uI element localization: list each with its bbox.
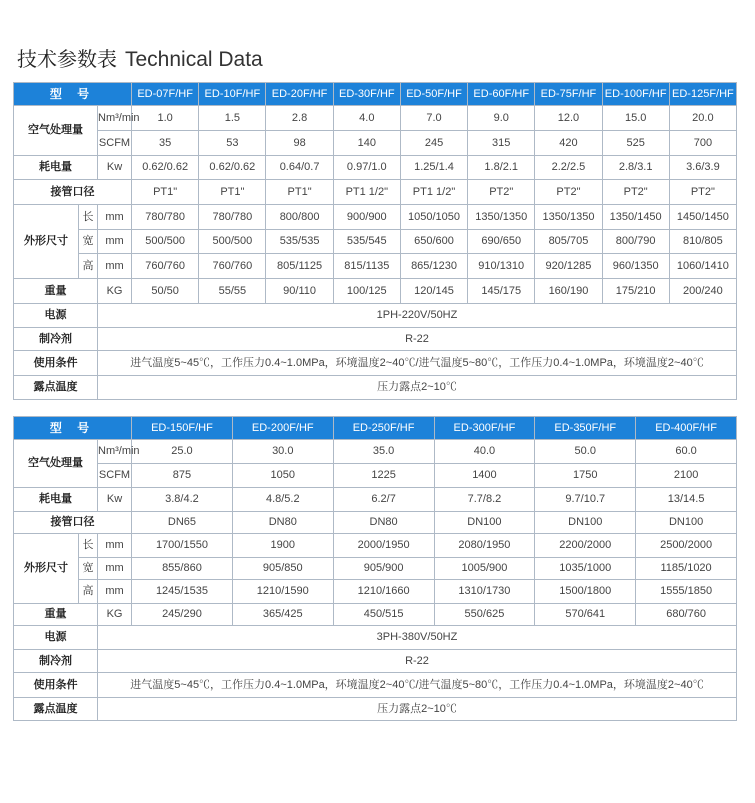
table-row <box>14 626 737 650</box>
nm3-value: 30.0 <box>232 440 333 464</box>
dew-point-label: 露点温度 <box>14 698 98 721</box>
length-label: 长 <box>79 205 98 230</box>
model-column-header: ED-60F/HF <box>468 83 535 106</box>
page-title <box>17 44 263 74</box>
width-value: 805/705 <box>535 230 602 254</box>
width-value: 1035/1000 <box>535 558 636 580</box>
width-value: 650/600 <box>400 230 467 254</box>
length-value: 1350/1350 <box>535 205 602 230</box>
model-column-header: ED-350F/HF <box>535 417 636 440</box>
nm3-value: 1.5 <box>199 106 266 131</box>
kw-unit: Kw <box>98 156 132 180</box>
pipe-value: DN100 <box>434 512 535 534</box>
power-value: 7.7/8.2 <box>434 488 535 512</box>
length-value: 780/780 <box>132 205 199 230</box>
scfm-value: 1225 <box>333 464 434 488</box>
nm3-value: 35.0 <box>333 440 434 464</box>
height-value: 1210/1660 <box>333 580 434 604</box>
weight-value: 160/190 <box>535 279 602 304</box>
model-column-header: ED-30F/HF <box>333 83 400 106</box>
scfm-value: 1400 <box>434 464 535 488</box>
pipe-value: DN100 <box>636 512 737 534</box>
length-value: 1350/1350 <box>468 205 535 230</box>
table-row <box>14 417 737 440</box>
nm3-value: 20.0 <box>669 106 736 131</box>
scfm-unit: SCFM <box>98 131 132 156</box>
nm3-value: 9.0 <box>468 106 535 131</box>
pipe-value: PT1 1/2" <box>333 180 400 205</box>
power-value: 2.8/3.1 <box>602 156 669 180</box>
conditions-value: 进气温度5~45℃，工作压力0.4~1.0MPa，环境温度2~40℃/进气温度5~80℃，工作压力0.4~1.0MPa，环境温度2~40℃ <box>98 673 737 698</box>
pipe-value: PT2" <box>535 180 602 205</box>
power-value: 0.64/0.7 <box>266 156 333 180</box>
refrigerant-value: R-22 <box>98 650 737 673</box>
nm3-value: 50.0 <box>535 440 636 464</box>
weight-value: 550/625 <box>434 604 535 626</box>
power-label: 耗电量 <box>14 488 98 512</box>
pipe-value: PT2" <box>669 180 736 205</box>
length-value: 780/780 <box>199 205 266 230</box>
width-value: 1185/1020 <box>636 558 737 580</box>
scfm-value: 98 <box>266 131 333 156</box>
scfm-value: 35 <box>132 131 199 156</box>
mm-unit: mm <box>98 230 132 254</box>
height-value: 815/1135 <box>333 254 400 279</box>
model-column-header: ED-125F/HF <box>669 83 736 106</box>
table-row <box>14 558 737 580</box>
power-value: 1.8/2.1 <box>468 156 535 180</box>
power-label: 耗电量 <box>14 156 98 180</box>
width-value: 500/500 <box>199 230 266 254</box>
nm3-value: 60.0 <box>636 440 737 464</box>
table-row <box>14 673 737 698</box>
width-value: 690/650 <box>468 230 535 254</box>
scfm-value: 2100 <box>636 464 737 488</box>
table-row <box>14 279 737 304</box>
model-column-header: ED-400F/HF <box>636 417 737 440</box>
supply-label: 电源 <box>14 304 98 328</box>
width-value: 535/535 <box>266 230 333 254</box>
weight-value: 175/210 <box>602 279 669 304</box>
length-value: 2200/2000 <box>535 534 636 558</box>
model-header: 型 号 <box>14 417 132 440</box>
mm-unit: mm <box>98 580 132 604</box>
scfm-value: 53 <box>199 131 266 156</box>
refrigerant-value: R-22 <box>98 328 737 351</box>
scfm-value: 315 <box>468 131 535 156</box>
pipe-value: PT1" <box>132 180 199 205</box>
supply-label: 电源 <box>14 626 98 650</box>
power-value: 0.97/1.0 <box>333 156 400 180</box>
length-value: 1450/1450 <box>669 205 736 230</box>
length-value: 1700/1550 <box>132 534 233 558</box>
pipe-value: PT2" <box>468 180 535 205</box>
weight-value: 680/760 <box>636 604 737 626</box>
pipe-value: PT1" <box>266 180 333 205</box>
table-row <box>14 131 737 156</box>
kg-unit: KG <box>98 604 132 626</box>
scfm-value: 420 <box>535 131 602 156</box>
length-value: 1350/1450 <box>602 205 669 230</box>
weight-value: 200/240 <box>669 279 736 304</box>
nm3-unit: Nm³/min <box>98 440 132 464</box>
weight-value: 245/290 <box>132 604 233 626</box>
dew-point-value: 压力露点2~10℃ <box>98 698 737 721</box>
pipe-value: DN80 <box>232 512 333 534</box>
width-value: 905/850 <box>232 558 333 580</box>
nm3-value: 12.0 <box>535 106 602 131</box>
power-value: 6.2/7 <box>333 488 434 512</box>
width-value: 905/900 <box>333 558 434 580</box>
refrigerant-label: 制冷剂 <box>14 328 98 351</box>
height-value: 760/760 <box>132 254 199 279</box>
width-value: 1005/900 <box>434 558 535 580</box>
kw-unit: Kw <box>98 488 132 512</box>
weight-value: 90/110 <box>266 279 333 304</box>
height-value: 1555/1850 <box>636 580 737 604</box>
table-row <box>14 698 737 721</box>
height-value: 760/760 <box>199 254 266 279</box>
supply-value: 3PH-380V/50HZ <box>98 626 737 650</box>
length-value: 800/800 <box>266 205 333 230</box>
power-value: 2.2/2.5 <box>535 156 602 180</box>
dew-point-value: 压力露点2~10℃ <box>98 376 737 400</box>
power-value: 0.62/0.62 <box>132 156 199 180</box>
scfm-value: 1750 <box>535 464 636 488</box>
width-value: 500/500 <box>132 230 199 254</box>
power-value: 1.25/1.4 <box>400 156 467 180</box>
conditions-value: 进气温度5~45℃，工作压力0.4~1.0MPa，环境温度2~40℃/进气温度5~80℃，工作压力0.4~1.0MPa，环境温度2~40℃ <box>98 351 737 376</box>
table-row <box>14 83 737 106</box>
table-row <box>14 156 737 180</box>
mm-unit: mm <box>98 558 132 580</box>
width-value: 800/790 <box>602 230 669 254</box>
weight-value: 50/50 <box>132 279 199 304</box>
mm-unit: mm <box>98 205 132 230</box>
table-row <box>14 512 737 534</box>
pipe-value: DN65 <box>132 512 233 534</box>
scfm-value: 525 <box>602 131 669 156</box>
table-row <box>14 254 737 279</box>
height-value: 865/1230 <box>400 254 467 279</box>
nm3-value: 1.0 <box>132 106 199 131</box>
width-value: 535/545 <box>333 230 400 254</box>
model-column-header: ED-200F/HF <box>232 417 333 440</box>
nm3-value: 7.0 <box>400 106 467 131</box>
height-value: 1060/1410 <box>669 254 736 279</box>
table-row <box>14 488 737 512</box>
power-value: 13/14.5 <box>636 488 737 512</box>
table-row <box>14 304 737 328</box>
table-row <box>14 604 737 626</box>
table-row <box>14 534 737 558</box>
model-header: 型 号 <box>14 83 132 106</box>
length-label: 长 <box>79 534 98 558</box>
length-value: 1050/1050 <box>400 205 467 230</box>
title-zh: 技术参数表 <box>17 47 117 71</box>
height-value: 960/1350 <box>602 254 669 279</box>
table-row <box>14 351 737 376</box>
length-value: 1900 <box>232 534 333 558</box>
width-label: 宽 <box>79 558 98 580</box>
weight-value: 570/641 <box>535 604 636 626</box>
length-value: 2500/2000 <box>636 534 737 558</box>
model-column-header: ED-250F/HF <box>333 417 434 440</box>
pipe-value: PT2" <box>602 180 669 205</box>
weight-value: 120/145 <box>400 279 467 304</box>
weight-value: 55/55 <box>199 279 266 304</box>
model-column-header: ED-150F/HF <box>132 417 233 440</box>
height-value: 1500/1800 <box>535 580 636 604</box>
table-row <box>14 440 737 464</box>
model-column-header: ED-300F/HF <box>434 417 535 440</box>
air-capacity-label: 空气处理量 <box>14 440 98 488</box>
weight-label: 重量 <box>14 279 98 304</box>
weight-value: 365/425 <box>232 604 333 626</box>
height-value: 805/1125 <box>266 254 333 279</box>
height-label: 高 <box>79 580 98 604</box>
height-value: 1310/1730 <box>434 580 535 604</box>
weight-label: 重量 <box>14 604 98 626</box>
power-value: 0.62/0.62 <box>199 156 266 180</box>
weight-value: 100/125 <box>333 279 400 304</box>
pipe-value: PT1 1/2" <box>400 180 467 205</box>
pipe-value: DN100 <box>535 512 636 534</box>
power-value: 9.7/10.7 <box>535 488 636 512</box>
model-column-header: ED-75F/HF <box>535 83 602 106</box>
weight-value: 450/515 <box>333 604 434 626</box>
scfm-unit: SCFM <box>98 464 132 488</box>
table-row <box>14 580 737 604</box>
pipe-value: PT1" <box>199 180 266 205</box>
pipe-label: 接管口径 <box>14 180 132 205</box>
width-value: 855/860 <box>132 558 233 580</box>
table-row <box>14 205 737 230</box>
table-row <box>14 230 737 254</box>
conditions-label: 使用条件 <box>14 673 98 698</box>
nm3-value: 15.0 <box>602 106 669 131</box>
table-row <box>14 106 737 131</box>
table-row <box>14 650 737 673</box>
title-en: Technical Data <box>125 48 263 71</box>
dimensions-label: 外形尺寸 <box>14 534 79 604</box>
spec-table-2 <box>13 416 737 721</box>
width-label: 宽 <box>79 230 98 254</box>
length-value: 2000/1950 <box>333 534 434 558</box>
mm-unit: mm <box>98 254 132 279</box>
scfm-value: 1050 <box>232 464 333 488</box>
table-row <box>14 464 737 488</box>
spec-table-1 <box>13 82 737 400</box>
mm-unit: mm <box>98 534 132 558</box>
dew-point-label: 露点温度 <box>14 376 98 400</box>
height-value: 910/1310 <box>468 254 535 279</box>
scfm-value: 140 <box>333 131 400 156</box>
pipe-value: DN80 <box>333 512 434 534</box>
power-value: 3.8/4.2 <box>132 488 233 512</box>
model-column-header: ED-07F/HF <box>132 83 199 106</box>
conditions-label: 使用条件 <box>14 351 98 376</box>
height-label: 高 <box>79 254 98 279</box>
width-value: 810/805 <box>669 230 736 254</box>
table-row <box>14 376 737 400</box>
scfm-value: 700 <box>669 131 736 156</box>
scfm-value: 875 <box>132 464 233 488</box>
weight-value: 145/175 <box>468 279 535 304</box>
height-value: 1210/1590 <box>232 580 333 604</box>
kg-unit: KG <box>98 279 132 304</box>
pipe-label: 接管口径 <box>14 512 132 534</box>
supply-value: 1PH-220V/50HZ <box>98 304 737 328</box>
dimensions-label: 外形尺寸 <box>14 205 79 279</box>
table-row <box>14 180 737 205</box>
model-column-header: ED-20F/HF <box>266 83 333 106</box>
model-column-header: ED-50F/HF <box>400 83 467 106</box>
nm3-value: 4.0 <box>333 106 400 131</box>
refrigerant-label: 制冷剂 <box>14 650 98 673</box>
nm3-unit: Nm³/min <box>98 106 132 131</box>
nm3-value: 40.0 <box>434 440 535 464</box>
height-value: 1245/1535 <box>132 580 233 604</box>
length-value: 2080/1950 <box>434 534 535 558</box>
nm3-value: 25.0 <box>132 440 233 464</box>
power-value: 3.6/3.9 <box>669 156 736 180</box>
power-value: 4.8/5.2 <box>232 488 333 512</box>
air-capacity-label: 空气处理量 <box>14 106 98 156</box>
model-column-header: ED-10F/HF <box>199 83 266 106</box>
nm3-value: 2.8 <box>266 106 333 131</box>
height-value: 920/1285 <box>535 254 602 279</box>
model-column-header: ED-100F/HF <box>602 83 669 106</box>
length-value: 900/900 <box>333 205 400 230</box>
table-row <box>14 328 737 351</box>
scfm-value: 245 <box>400 131 467 156</box>
